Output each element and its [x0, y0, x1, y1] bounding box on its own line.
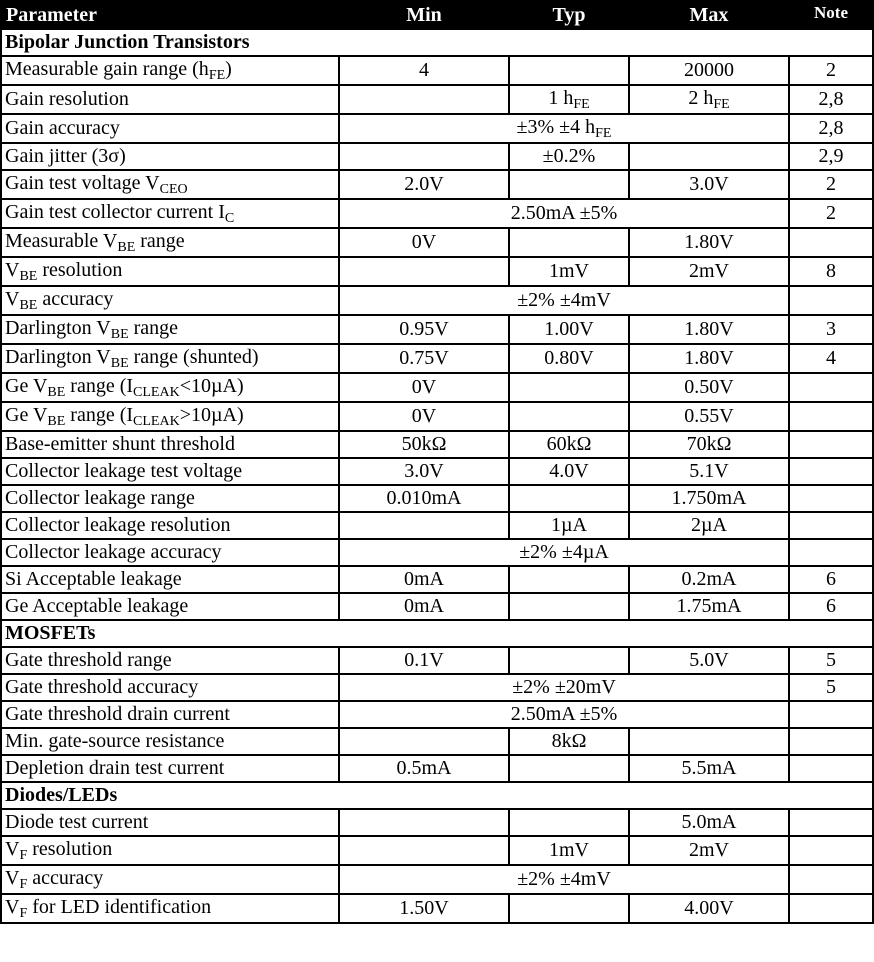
parameter-cell [1, 143, 339, 170]
table-row [1, 373, 873, 402]
section-heading: MOSFETs [1, 620, 873, 647]
cell-text: Darlington V [5, 346, 111, 368]
min-cell: 4 [339, 56, 509, 85]
min-cell: 1.50V [339, 894, 509, 923]
min-cell [339, 143, 509, 170]
table-row [1, 114, 873, 143]
table-row [1, 701, 873, 728]
typ-cell [509, 593, 629, 620]
cell-text: V [5, 838, 20, 860]
cell-text: Depletion drain test current [5, 757, 225, 779]
note-cell: 2 [789, 199, 873, 228]
spanned-value-cell: ±2% ±4mV [339, 865, 789, 894]
cell-text: Collector leakage test voltage [5, 460, 243, 482]
min-cell: 0.95V [339, 315, 509, 344]
cell-text: resolution [27, 838, 113, 860]
note-cell: 2,9 [789, 143, 873, 170]
parameter-cell [1, 170, 339, 199]
table-row [1, 143, 873, 170]
parameter-cell [1, 836, 339, 865]
max-cell: 0.50V [629, 373, 789, 402]
min-cell: 0mA [339, 593, 509, 620]
cell-text: Measurable V [5, 230, 118, 252]
subscript-text: BE [110, 327, 129, 342]
max-cell: 5.5mA [629, 755, 789, 782]
max-cell: 1.75mA [629, 593, 789, 620]
subscript-text: BE [19, 298, 38, 313]
cell-text: Base-emitter shunt threshold [5, 433, 235, 455]
parameter-cell [1, 894, 339, 923]
max-cell [629, 728, 789, 755]
max-cell: 2mV [629, 836, 789, 865]
note-cell: 6 [789, 593, 873, 620]
parameter-cell [1, 402, 339, 431]
cell-text: accuracy [27, 867, 104, 889]
note-cell [789, 286, 873, 315]
subscript-text: FE [208, 68, 226, 83]
subscript-text: BE [117, 240, 136, 255]
max-cell: 20000 [629, 56, 789, 85]
table-row [1, 728, 873, 755]
parameter-cell [1, 85, 339, 114]
min-cell: 0V [339, 402, 509, 431]
table-row [1, 674, 873, 701]
cell-text: Gate threshold accuracy [5, 676, 199, 698]
parameter-cell [1, 512, 339, 539]
note-cell [789, 701, 873, 728]
typ-cell [509, 809, 629, 836]
section-row [1, 29, 873, 56]
cell-text: Gain jitter (3σ) [5, 145, 126, 167]
table-row [1, 485, 873, 512]
typ-cell [509, 485, 629, 512]
typ-cell: ±0.2% [509, 143, 629, 170]
note-cell: 5 [789, 647, 873, 674]
section-row [1, 782, 873, 809]
table-row [1, 199, 873, 228]
cell-text: ±3% ±4 h [516, 116, 596, 138]
cell-text: Gain test voltage V [5, 172, 160, 194]
note-cell: 5 [789, 674, 873, 701]
parameter-column-header: Parameter [1, 1, 339, 29]
parameter-cell [1, 674, 339, 701]
cell-text: accuracy [37, 288, 114, 310]
table-row [1, 85, 873, 114]
max-cell: 0.2mA [629, 566, 789, 593]
cell-text: V [5, 259, 20, 281]
subscript-text: FE [713, 97, 730, 112]
parameter-cell [1, 431, 339, 458]
subscript-text: BE [47, 414, 66, 429]
typ-cell: 1mV [509, 257, 629, 286]
note-cell [789, 728, 873, 755]
cell-text: Collector leakage accuracy [5, 541, 222, 563]
cell-text: range (shunted) [128, 346, 259, 368]
table-row [1, 286, 873, 315]
parameter-cell [1, 315, 339, 344]
max-cell: 5.0mA [629, 809, 789, 836]
note-cell [789, 512, 873, 539]
cell-text: 2 h [688, 87, 714, 109]
section-heading: Diodes/LEDs [1, 782, 873, 809]
cell-text: Ge V [5, 375, 48, 397]
min-cell [339, 836, 509, 865]
note-cell: 4 [789, 344, 873, 373]
cell-text: Collector leakage resolution [5, 514, 231, 536]
subscript-text: BE [110, 356, 129, 371]
cell-text: Gain test collector current I [5, 201, 225, 223]
table-row [1, 894, 873, 923]
min-cell: 0.010mA [339, 485, 509, 512]
parameter-cell [1, 344, 339, 373]
typ-cell [509, 373, 629, 402]
parameter-cell [1, 257, 339, 286]
note-cell [789, 894, 873, 923]
spanned-value-cell: ±2% ±4µA [339, 539, 789, 566]
table-row [1, 458, 873, 485]
cell-text: range [128, 317, 179, 339]
max-cell: 1.80V [629, 228, 789, 257]
note-cell [789, 373, 873, 402]
max-cell: 0.55V [629, 402, 789, 431]
cell-text: Gain resolution [5, 88, 129, 110]
min-cell: 0mA [339, 566, 509, 593]
cell-text: Measurable gain range (h [5, 58, 209, 80]
cell-text: Min. gate-source resistance [5, 730, 225, 752]
note-cell: 2,8 [789, 85, 873, 114]
subscript-text: F [19, 906, 28, 921]
parameter-cell [1, 114, 339, 143]
cell-text: for LED identification [27, 896, 212, 918]
parameter-cell [1, 199, 339, 228]
table-row [1, 593, 873, 620]
section-heading: Bipolar Junction Transistors [1, 29, 873, 56]
subscript-text: FE [595, 126, 612, 141]
max-cell: 2µA [629, 512, 789, 539]
parameter-cell [1, 809, 339, 836]
min-cell [339, 257, 509, 286]
min-cell: 0V [339, 373, 509, 402]
min-cell: 0.75V [339, 344, 509, 373]
subscript-text: CLEAK [133, 385, 180, 400]
min-column-header: Min [339, 1, 509, 29]
cell-text: V [5, 896, 20, 918]
max-cell: 1.80V [629, 315, 789, 344]
cell-text: <10µA) [179, 375, 244, 397]
table-row [1, 228, 873, 257]
parameter-cell [1, 566, 339, 593]
note-cell [789, 836, 873, 865]
max-cell: 5.0V [629, 647, 789, 674]
note-cell [789, 431, 873, 458]
cell-text: Gate threshold range [5, 649, 172, 671]
cell-text: range (I [65, 375, 134, 397]
typ-cell: 1mV [509, 836, 629, 865]
subscript-text: F [19, 877, 28, 892]
subscript-text: BE [47, 385, 66, 400]
subscript-text: F [19, 848, 28, 863]
table-row [1, 865, 873, 894]
cell-text: Diode test current [5, 811, 149, 833]
parameter-cell [1, 728, 339, 755]
parameter-cell [1, 56, 339, 85]
typ-column-header: Typ [509, 1, 629, 29]
table-row [1, 836, 873, 865]
spanned-value-cell: 2.50mA ±5% [339, 701, 789, 728]
parameter-cell [1, 593, 339, 620]
typ-cell [509, 566, 629, 593]
subscript-text: BE [19, 269, 38, 284]
note-cell: 8 [789, 257, 873, 286]
note-cell [789, 458, 873, 485]
parameter-cell [1, 228, 339, 257]
typ-cell: 1.00V [509, 315, 629, 344]
table-row [1, 56, 873, 85]
min-cell: 0.5mA [339, 755, 509, 782]
parameter-cell [1, 286, 339, 315]
cell-text: Darlington V [5, 317, 111, 339]
table-row [1, 315, 873, 344]
parameter-cell [1, 485, 339, 512]
typ-cell: 1µA [509, 512, 629, 539]
max-cell: 2mV [629, 257, 789, 286]
typ-cell [509, 56, 629, 85]
cell-text: range (I [65, 404, 134, 426]
cell-text: ) [225, 58, 232, 80]
table-row [1, 809, 873, 836]
max-column-header: Max [629, 1, 789, 29]
parameter-cell [1, 539, 339, 566]
max-cell: 3.0V [629, 170, 789, 199]
cell-text: Ge Acceptable leakage [5, 595, 189, 617]
typ-cell [509, 85, 629, 114]
typ-cell [509, 402, 629, 431]
min-cell: 0.1V [339, 647, 509, 674]
note-cell [789, 539, 873, 566]
max-cell: 1.750mA [629, 485, 789, 512]
table-row [1, 170, 873, 199]
header-row [1, 1, 873, 29]
cell-text: Gate threshold drain current [5, 703, 230, 725]
typ-cell [509, 647, 629, 674]
max-cell: 70kΩ [629, 431, 789, 458]
typ-cell [509, 755, 629, 782]
parameter-cell [1, 458, 339, 485]
table-row [1, 647, 873, 674]
table-row [1, 431, 873, 458]
note-cell [789, 485, 873, 512]
cell-text: range [135, 230, 185, 252]
table-row [1, 512, 873, 539]
cell-text: 1 h [548, 87, 574, 109]
note-cell [789, 755, 873, 782]
subscript-text: FE [573, 97, 590, 112]
cell-text: Collector leakage range [5, 487, 195, 509]
parameter-cell [1, 373, 339, 402]
cell-text: V [5, 288, 20, 310]
note-cell [789, 228, 873, 257]
max-cell: 5.1V [629, 458, 789, 485]
spanned-value-cell: ±2% ±20mV [339, 674, 789, 701]
min-cell: 50kΩ [339, 431, 509, 458]
typ-cell: 4.0V [509, 458, 629, 485]
max-cell [629, 143, 789, 170]
section-row [1, 620, 873, 647]
table-row [1, 539, 873, 566]
max-cell: 1.80V [629, 344, 789, 373]
note-cell [789, 809, 873, 836]
note-cell: 2,8 [789, 114, 873, 143]
cell-text: Ge V [5, 404, 48, 426]
table-row [1, 257, 873, 286]
parameter-cell [1, 647, 339, 674]
parameter-cell [1, 755, 339, 782]
table-row [1, 566, 873, 593]
min-cell: 2.0V [339, 170, 509, 199]
note-cell [789, 402, 873, 431]
cell-text: Gain accuracy [5, 117, 120, 139]
min-cell [339, 728, 509, 755]
cell-text: Si Acceptable leakage [5, 568, 182, 590]
table-row [1, 402, 873, 431]
parameter-cell [1, 865, 339, 894]
typ-cell [509, 894, 629, 923]
typ-cell: 0.80V [509, 344, 629, 373]
note-cell: 6 [789, 566, 873, 593]
max-cell [629, 85, 789, 114]
table-body [1, 29, 873, 923]
table-row [1, 344, 873, 373]
cell-text: V [5, 867, 20, 889]
cell-text: >10µA) [179, 404, 244, 426]
min-cell [339, 85, 509, 114]
spanned-value-cell [339, 114, 789, 143]
min-cell: 3.0V [339, 458, 509, 485]
note-cell: 3 [789, 315, 873, 344]
subscript-text: C [224, 211, 235, 226]
parameter-cell [1, 701, 339, 728]
min-cell: 0V [339, 228, 509, 257]
subscript-text: CEO [159, 182, 188, 197]
typ-cell [509, 170, 629, 199]
note-cell: 2 [789, 170, 873, 199]
typ-cell: 8kΩ [509, 728, 629, 755]
subscript-text: CLEAK [133, 414, 180, 429]
typ-cell: 60kΩ [509, 431, 629, 458]
note-column-header: Note [789, 1, 873, 29]
cell-text: resolution [37, 259, 123, 281]
note-cell [789, 865, 873, 894]
spanned-value-cell: 2.50mA ±5% [339, 199, 789, 228]
min-cell [339, 512, 509, 539]
min-cell [339, 809, 509, 836]
spanned-value-cell: ±2% ±4mV [339, 286, 789, 315]
typ-cell [509, 228, 629, 257]
note-cell: 2 [789, 56, 873, 85]
max-cell: 4.00V [629, 894, 789, 923]
table-row [1, 755, 873, 782]
